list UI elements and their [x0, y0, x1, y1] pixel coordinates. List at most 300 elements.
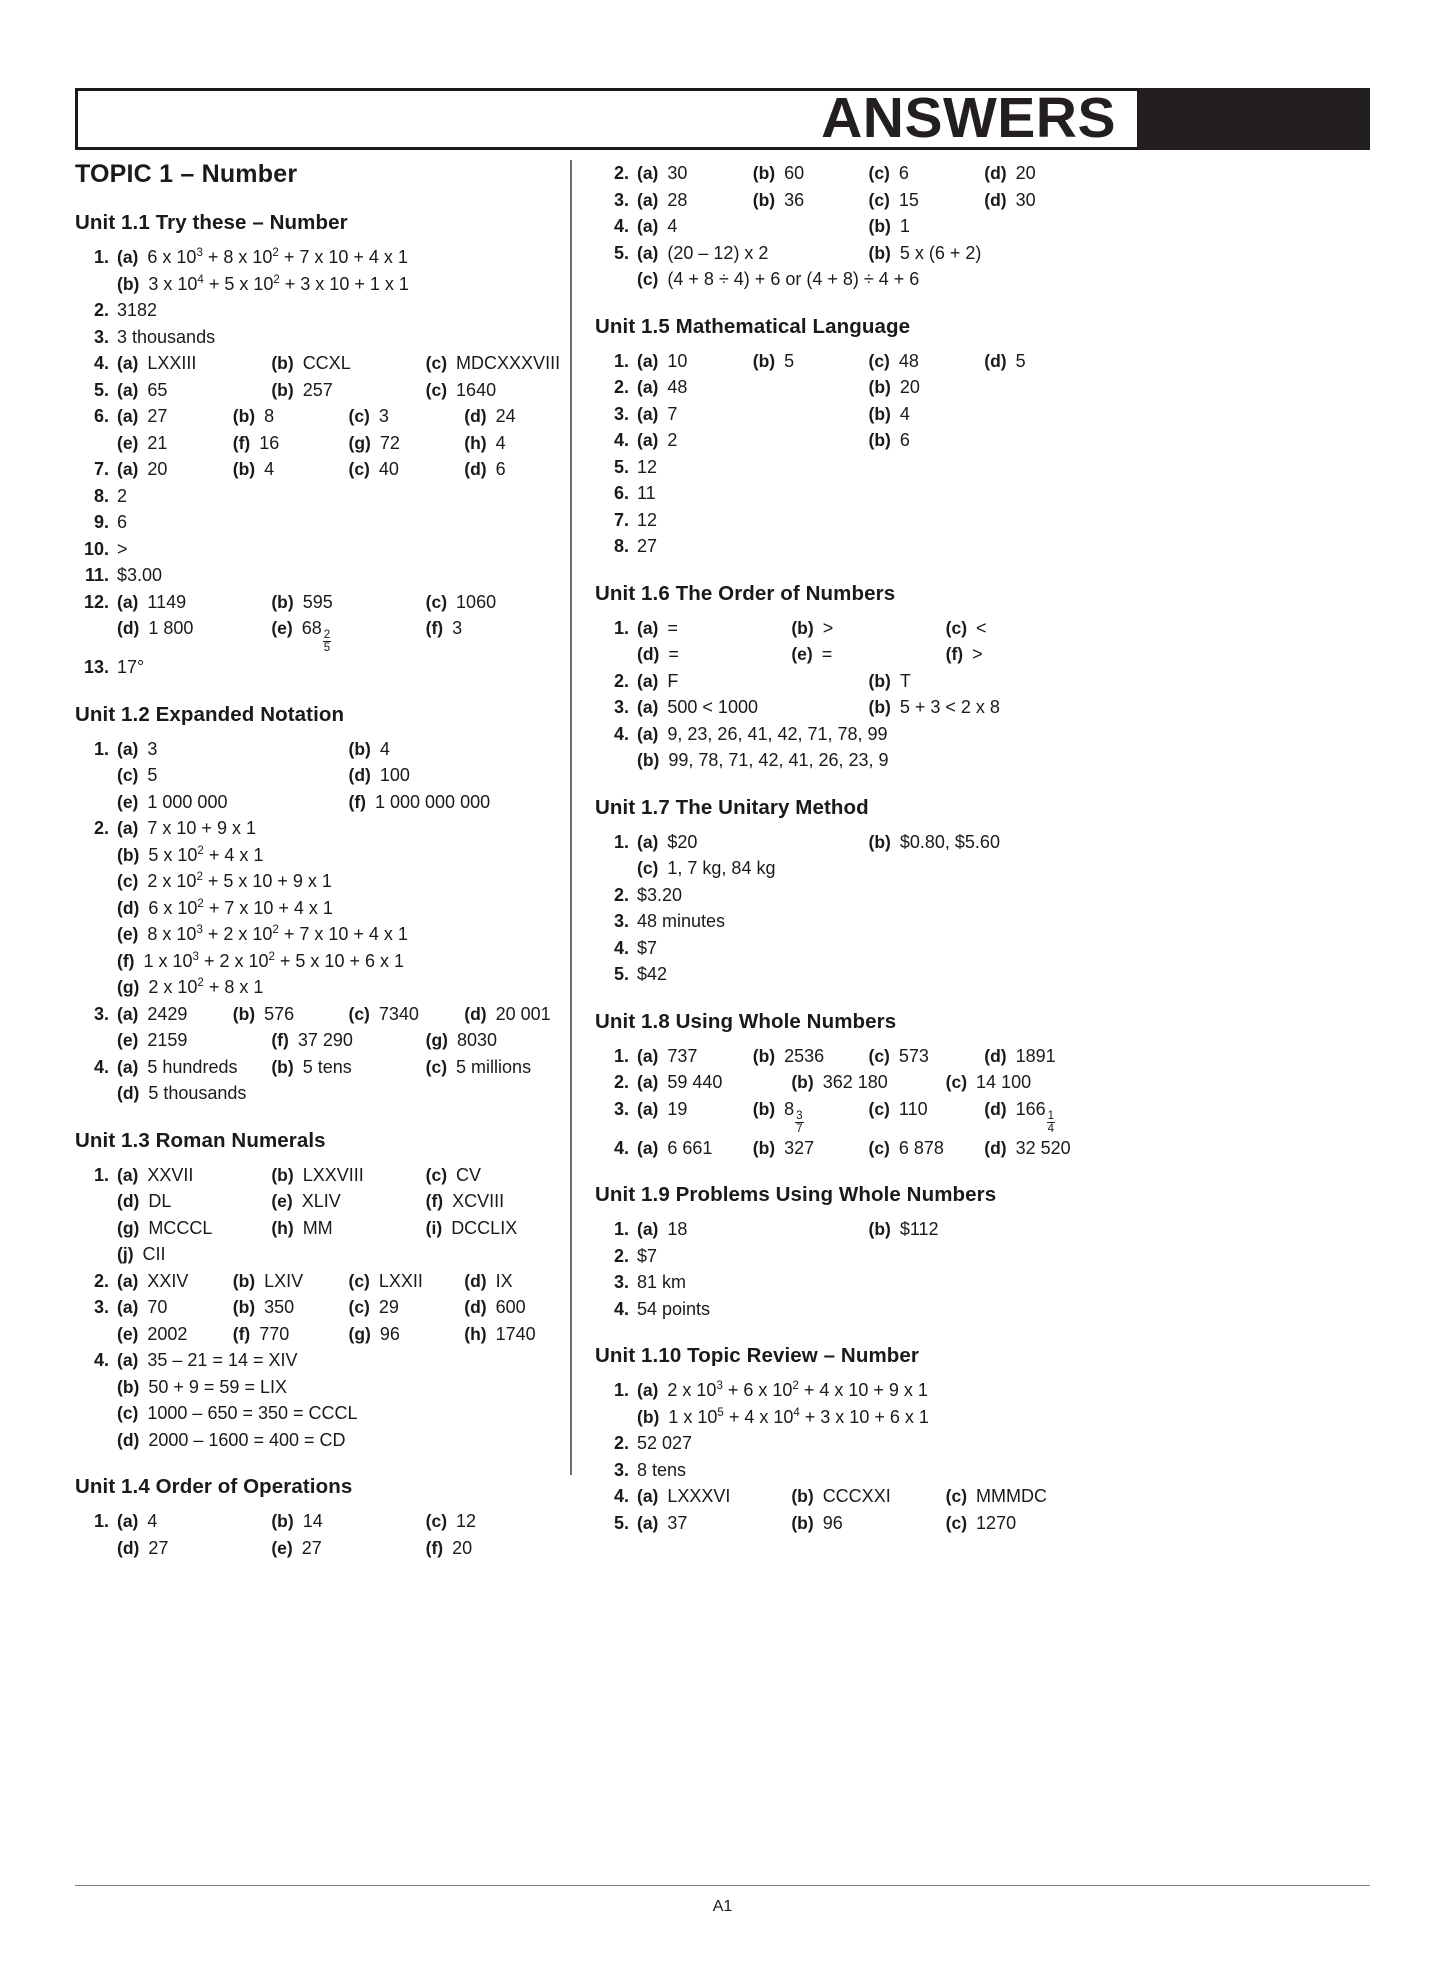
part-label: (d)	[984, 163, 1007, 183]
answer-row	[75, 1080, 580, 1107]
part-value: LXXXVI	[667, 1486, 731, 1507]
part-label: (c)	[945, 1512, 968, 1533]
part-label: (c)	[348, 1003, 370, 1024]
question-number: 1.	[93, 738, 109, 759]
answer-row	[595, 1216, 1100, 1243]
answer-part	[637, 908, 725, 935]
part-label: (c)	[868, 163, 890, 183]
answer-part	[637, 1483, 791, 1510]
part-value: LXIV	[264, 1270, 304, 1291]
part-value: 27	[637, 536, 658, 556]
answer-part	[637, 721, 888, 748]
unit-heading: Unit 1.10 Topic Review – Number	[595, 1344, 919, 1368]
part-label: (d)	[117, 1429, 140, 1450]
part-value: CCCXXI	[822, 1486, 891, 1507]
left-column	[75, 160, 580, 1561]
part-label: (b)	[271, 379, 294, 400]
part-value: 54 points	[637, 1298, 711, 1319]
answer-part	[637, 427, 869, 454]
part-value: 24	[495, 406, 516, 426]
exponent: 3	[716, 1380, 723, 1393]
question-number: 2.	[613, 163, 629, 183]
answer-part	[869, 213, 1101, 240]
part-value: 6 x $10^3 + 8$ x $10^2 + 7$ x 10 + 4 x 1	[147, 247, 408, 267]
answer-part	[117, 921, 408, 948]
answer-part	[233, 1321, 349, 1348]
answer-part	[117, 762, 349, 789]
part-value: 30	[667, 163, 688, 183]
part-value: 5	[1015, 350, 1026, 371]
question-number: 5.	[613, 242, 629, 263]
part-label: (a)	[637, 1045, 659, 1066]
answer-row	[75, 1268, 580, 1295]
part-label: (g)	[425, 1030, 449, 1051]
part-value: $112	[899, 1219, 939, 1240]
part-label: (b)	[791, 617, 814, 638]
part-label: (b)	[232, 1297, 256, 1318]
part-value: (4 + 8 ÷ 4) + 6 or (4 + 8) ÷ 4 + 6	[667, 269, 920, 289]
exponent: 4	[197, 273, 204, 286]
answer-part	[869, 1043, 985, 1070]
exponent: 2	[197, 897, 204, 910]
part-label: (c)	[348, 459, 370, 479]
part-label: (a)	[637, 403, 659, 424]
part-label: (b)	[117, 844, 140, 865]
fraction: $\frac{3}{7}$	[796, 1109, 803, 1135]
answer-row	[595, 1404, 1100, 1431]
part-value: 35 – 21 = 14 = XIV	[147, 1350, 298, 1371]
part-value: 8	[264, 406, 275, 426]
answer-part	[869, 1096, 985, 1123]
part-label: (d)	[117, 897, 140, 918]
part-value: 65	[147, 379, 168, 400]
part-value: DCCLIX	[451, 1217, 518, 1238]
unit-heading: Unit 1.2 Expanded Notation	[75, 702, 345, 726]
answer-part	[464, 1294, 580, 1321]
part-value: 99, 78, 71, 42, 41, 26, 23, 9	[668, 750, 889, 770]
part-label: (c)	[348, 406, 370, 426]
answer-row	[75, 921, 580, 948]
part-label: (b)	[868, 697, 891, 717]
answer-row	[595, 1043, 1100, 1070]
part-label: (c)	[637, 858, 659, 878]
part-label: (b)	[117, 273, 140, 294]
answer-row	[75, 974, 580, 1001]
answer-row	[595, 187, 1100, 214]
unit-heading: Unit 1.6 The Order of Numbers	[595, 581, 896, 605]
answer-part	[753, 1043, 869, 1070]
answer-part	[117, 1027, 271, 1054]
answer-part	[117, 842, 263, 869]
part-value: F	[667, 670, 679, 691]
part-value: 100	[379, 765, 410, 786]
answer-part	[637, 1069, 791, 1096]
part-value: 20 001	[495, 1003, 551, 1024]
part-value: 19	[667, 1098, 688, 1119]
exponent: 3	[192, 950, 199, 963]
part-label: (a)	[637, 617, 659, 638]
part-label: (a)	[117, 1164, 139, 1185]
answer-row	[595, 1243, 1100, 1270]
part-label: (b)	[791, 1072, 814, 1092]
question-number: 2.	[613, 1072, 629, 1092]
part-value: 1 x $10^3 + 2$ x $10^2 + 5$ x 10 + 6 x 1	[143, 950, 404, 971]
exponent: 4	[793, 1406, 800, 1419]
part-value: 327	[784, 1137, 815, 1158]
part-value: $3.20	[637, 884, 683, 905]
exponent: 3	[196, 247, 203, 259]
answer-part	[271, 589, 425, 616]
part-label: (f)	[232, 1323, 251, 1344]
answer-row	[75, 456, 580, 483]
question-number: 5.	[613, 964, 629, 984]
part-value: 1740	[495, 1323, 536, 1344]
part-label: (c)	[117, 871, 139, 892]
answer-part	[426, 1188, 580, 1215]
answer-part	[117, 456, 233, 483]
part-label: (f)	[232, 432, 251, 453]
right-sections-container	[595, 160, 1100, 1536]
question-number: 4.	[613, 1298, 629, 1319]
answer-part	[117, 1535, 271, 1562]
part-label: (b)	[752, 163, 776, 183]
answer-part	[637, 829, 869, 856]
answer-part	[117, 1294, 233, 1321]
part-value: 9, 23, 26, 41, 42, 71, 78, 99	[667, 723, 888, 744]
part-value: 6 661	[667, 1137, 713, 1158]
part-label: (b)	[752, 189, 776, 210]
answer-part	[117, 1001, 233, 1028]
answer-part	[117, 815, 256, 842]
part-value: 770	[259, 1323, 290, 1344]
answer-row	[595, 668, 1100, 695]
part-value: 3 x $10^4 + 5$ x $10^2 + 3$ x 10 + 1 x 1	[148, 273, 409, 294]
part-label: (d)	[348, 765, 371, 786]
answer-part	[117, 789, 349, 816]
answer-part	[869, 694, 1101, 721]
question-number: 2.	[93, 300, 109, 320]
question-number: 1.	[93, 1511, 109, 1532]
answer-part	[349, 1321, 465, 1348]
answer-row	[75, 536, 580, 563]
part-value: XLIV	[301, 1191, 341, 1212]
part-label: (c)	[425, 379, 448, 400]
answer-part	[637, 641, 791, 668]
part-label: (a)	[637, 163, 659, 183]
answer-row	[75, 377, 580, 404]
question-number: 2.	[613, 1245, 629, 1266]
answer-row	[75, 654, 580, 681]
unit-heading: Unit 1.8 Using Whole Numbers	[595, 1009, 897, 1033]
question-number: 6.	[613, 483, 629, 503]
answer-part	[637, 1377, 928, 1404]
part-label: (b)	[868, 430, 891, 450]
answer-part	[637, 855, 775, 882]
right-column	[595, 160, 1100, 1536]
part-value: 2 x $10^3 + 6$ x $10^2 + 4$ x 10 + 9 x 1	[667, 1380, 928, 1401]
part-label: (b)	[868, 403, 891, 424]
answer-part	[117, 1400, 358, 1427]
question-number: 4.	[613, 430, 629, 450]
answer-part	[637, 187, 753, 214]
part-value: 40	[378, 459, 399, 479]
answer-row	[595, 533, 1100, 560]
part-value: 37 290	[297, 1030, 353, 1051]
answer-row	[595, 855, 1100, 882]
answer-part	[637, 266, 919, 293]
answer-part	[349, 403, 465, 430]
part-value: 21	[147, 432, 168, 453]
answer-row	[595, 266, 1100, 293]
part-value: T	[899, 670, 911, 691]
answer-part	[869, 348, 985, 375]
part-label: (e)	[271, 1191, 293, 1212]
answer-part	[349, 1294, 465, 1321]
answer-part	[426, 1027, 580, 1054]
part-value: 1891	[1015, 1045, 1056, 1066]
unit-heading: Unit 1.9 Problems Using Whole Numbers	[595, 1183, 997, 1207]
answer-part	[637, 1243, 657, 1270]
answer-row	[595, 829, 1100, 856]
part-label: (e)	[271, 1537, 293, 1558]
part-value: 27	[148, 1537, 169, 1558]
part-label: (b)	[271, 1164, 294, 1185]
answer-row	[75, 1241, 580, 1268]
answer-part	[233, 1001, 349, 1028]
part-label: (d)	[117, 618, 140, 638]
part-label: (b)	[232, 459, 256, 479]
answer-part	[637, 1135, 753, 1162]
part-label: (a)	[117, 1511, 139, 1532]
part-value: IX	[495, 1270, 513, 1291]
page-header	[75, 88, 1370, 150]
part-label: (a)	[637, 697, 659, 717]
part-value: 4	[899, 403, 910, 424]
part-value: 36	[784, 189, 805, 210]
part-label: (d)	[464, 1003, 487, 1024]
answer-row	[75, 1347, 580, 1374]
answer-part	[117, 562, 162, 589]
answer-part	[117, 1188, 271, 1215]
part-label: (i)	[425, 1217, 443, 1238]
answer-part	[637, 961, 667, 988]
part-label: (d)	[637, 644, 660, 664]
answer-part	[117, 324, 215, 351]
part-value: 6 878	[898, 1137, 944, 1158]
part-label: (a)	[117, 818, 139, 839]
part-value: 5 x (6 + 2)	[899, 242, 982, 263]
question-number: 2.	[93, 1270, 109, 1291]
answer-part	[117, 1347, 298, 1374]
answer-part	[117, 430, 233, 457]
part-value: $7	[637, 1245, 658, 1266]
answer-part	[637, 213, 869, 240]
part-label: (c)	[117, 765, 139, 786]
part-label: (a)	[117, 591, 139, 612]
part-label: (b)	[232, 406, 256, 426]
part-label: (a)	[637, 242, 659, 263]
part-value: 1149	[147, 591, 187, 612]
part-value: $20	[667, 831, 698, 852]
answer-part	[946, 615, 1100, 642]
answer-row	[75, 842, 580, 869]
part-value: 10	[667, 350, 688, 371]
part-value: $42	[637, 964, 668, 984]
answer-row	[595, 1483, 1100, 1510]
part-value: 110	[898, 1098, 928, 1119]
answer-part	[117, 895, 333, 922]
question-number: 5.	[613, 1512, 629, 1533]
part-value: XXIV	[147, 1270, 189, 1291]
part-label: (g)	[117, 1217, 140, 1238]
part-value: 5 x $10^2 + 4$ x 1	[148, 844, 264, 865]
answer-part	[637, 1043, 753, 1070]
part-value: 5	[784, 350, 795, 371]
part-value: XCVIII	[452, 1191, 505, 1212]
answer-part	[271, 377, 425, 404]
part-label: (b)	[868, 377, 891, 397]
part-label: (c)	[348, 1270, 370, 1291]
footer-divider	[75, 1885, 1370, 1886]
answer-part	[869, 187, 985, 214]
part-value: 48 minutes	[637, 911, 726, 931]
part-label: (a)	[637, 1072, 659, 1092]
answer-row	[75, 244, 580, 271]
part-value: 20	[452, 1537, 473, 1558]
answer-part	[117, 589, 271, 616]
part-label: (b)	[271, 591, 294, 612]
question-number: 2.	[613, 1433, 629, 1454]
answer-row	[595, 240, 1100, 267]
part-label: (f)	[425, 618, 444, 638]
answer-part	[117, 948, 404, 975]
part-value: =	[667, 617, 678, 638]
answer-part	[464, 456, 580, 483]
part-label: (f)	[945, 644, 964, 664]
page-number: A1	[712, 1898, 733, 1915]
part-value: 7 x 10 + 9 x 1	[147, 818, 256, 839]
answer-row	[75, 736, 580, 763]
answer-row	[595, 427, 1100, 454]
part-label: (a)	[637, 1098, 659, 1119]
question-number: 4.	[93, 353, 109, 373]
part-value: 15	[898, 189, 919, 210]
part-label: (c)	[945, 1486, 968, 1507]
part-value: 2429	[147, 1003, 188, 1024]
answer-part	[869, 1135, 985, 1162]
answer-part	[869, 1216, 1101, 1243]
part-value: 96	[379, 1323, 400, 1344]
question-number: 3.	[93, 1003, 109, 1024]
answer-part	[637, 374, 869, 401]
question-number: 4.	[93, 1056, 109, 1077]
exponent: 2	[792, 1380, 799, 1393]
part-value: MMMDC	[976, 1486, 1048, 1507]
answer-row	[595, 747, 1100, 774]
answer-part	[946, 1510, 1100, 1537]
answer-part	[233, 430, 349, 457]
part-label: (d)	[117, 1537, 140, 1558]
answer-row	[75, 350, 580, 377]
fraction: $\frac{1}{4}$	[1047, 1109, 1055, 1135]
answer-part	[117, 536, 128, 563]
part-value: CII	[142, 1244, 166, 1265]
answer-part	[271, 1162, 425, 1189]
answer-part	[984, 187, 1100, 214]
part-value: LXXIII	[147, 353, 197, 373]
part-value: 1270	[976, 1512, 1017, 1533]
part-value: >	[972, 644, 983, 664]
question-number: 1.	[613, 1380, 629, 1401]
question-number: 1.	[613, 1045, 629, 1066]
part-value: 60	[784, 163, 805, 183]
answer-row	[75, 403, 580, 430]
part-value: 6 x $10^2 + 7$ x 10 + 4 x 1	[148, 897, 333, 918]
question-number: 2.	[93, 818, 109, 839]
answer-part	[637, 668, 869, 695]
answer-row	[595, 348, 1100, 375]
answer-row	[595, 160, 1100, 187]
part-label: (e)	[117, 432, 139, 453]
part-label: (c)	[425, 1056, 448, 1077]
part-value: 166 $\frac{1}{4}$	[1015, 1098, 1055, 1135]
part-value: 576	[264, 1003, 295, 1024]
answer-part	[271, 350, 425, 377]
answer-part	[637, 507, 657, 534]
part-value: 37	[667, 1512, 688, 1533]
part-label: (a)	[117, 1297, 139, 1318]
answer-part	[464, 1321, 580, 1348]
answer-row	[75, 948, 580, 975]
answer-part	[117, 1427, 346, 1454]
part-label: (f)	[425, 1191, 444, 1212]
answer-row	[75, 1321, 580, 1348]
answer-part	[117, 1508, 271, 1535]
answer-part	[271, 1188, 425, 1215]
question-number: 1.	[613, 350, 629, 371]
part-label: (a)	[117, 379, 139, 400]
answer-part	[349, 789, 581, 816]
part-value: 350	[264, 1297, 295, 1318]
answer-row	[595, 935, 1100, 962]
part-label: (a)	[637, 350, 659, 371]
answer-part	[426, 1162, 580, 1189]
answer-part	[117, 271, 409, 298]
answer-part	[869, 240, 1101, 267]
part-value: 12	[637, 456, 658, 477]
part-label: (e)	[117, 1030, 139, 1051]
answer-part	[233, 456, 349, 483]
part-value: 48	[898, 350, 919, 371]
answer-part	[426, 377, 580, 404]
answer-row	[75, 483, 580, 510]
part-label: (a)	[637, 1486, 659, 1507]
part-label: (d)	[464, 1270, 487, 1291]
part-value: 600	[495, 1297, 526, 1318]
part-value: <	[976, 617, 987, 638]
answer-part	[271, 1535, 425, 1562]
part-label: (c)	[117, 1403, 139, 1424]
part-label: (c)	[868, 1045, 890, 1066]
part-label: (b)	[348, 738, 371, 759]
answer-part	[984, 1043, 1100, 1070]
part-label: (c)	[425, 1164, 448, 1185]
part-value: XXVII	[147, 1164, 194, 1185]
answer-part	[637, 160, 753, 187]
answer-part	[869, 668, 1101, 695]
part-value: 1	[899, 216, 910, 236]
answer-part	[753, 1135, 869, 1162]
